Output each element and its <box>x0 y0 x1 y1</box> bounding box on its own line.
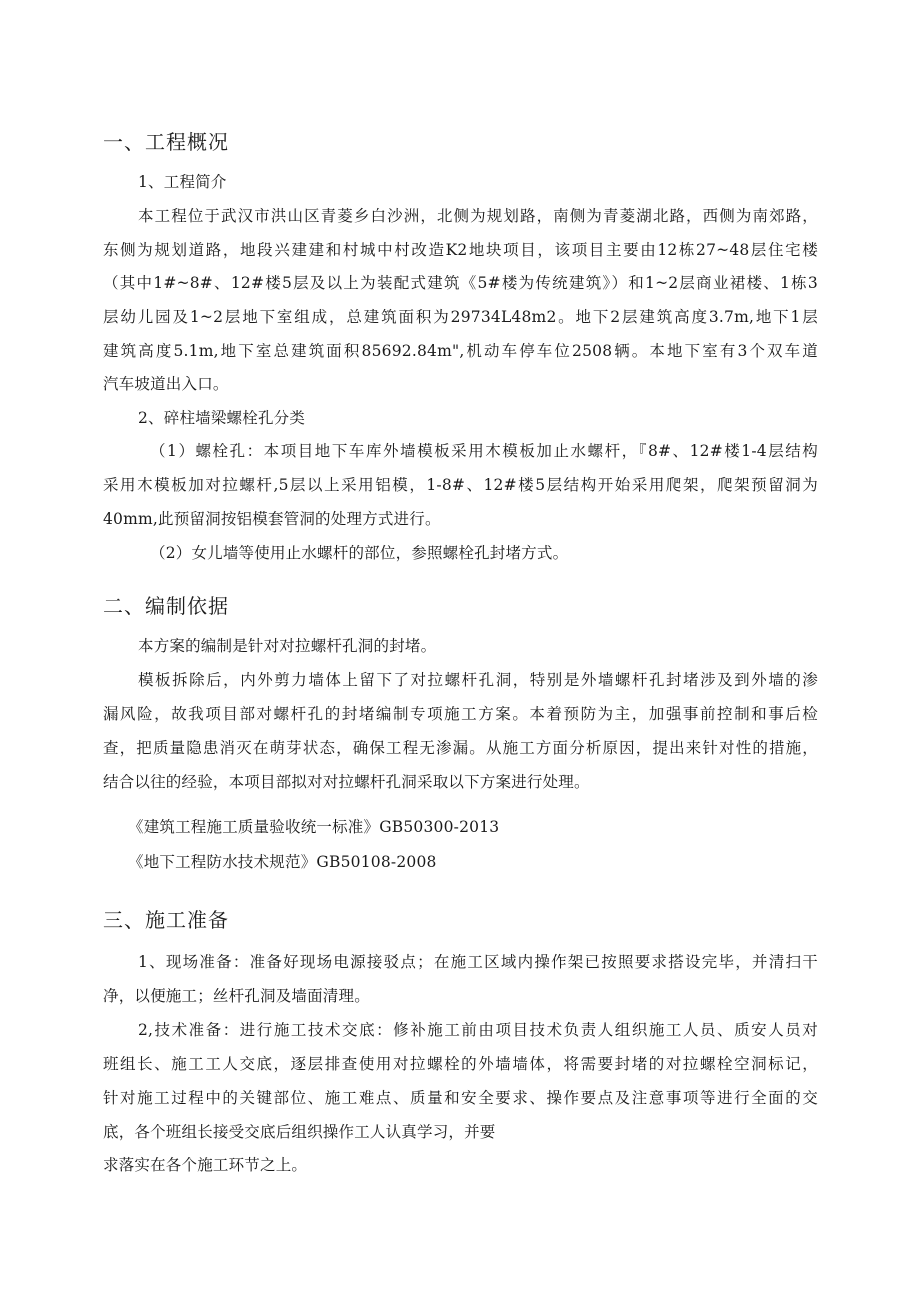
paragraph-line: 2,技术准备：进行施工技术交底：修补施工前由项目技术负责人组织施工人员、质安人员对 <box>138 1021 818 1039</box>
paragraph-line: 建筑高度5.1m,地下室总建筑面积85692.84m",机动车停车位2508辆。本地下室有3个双车道 <box>103 342 818 360</box>
subheading-bolt-hole-classification: 2、碎柱墙梁螺栓孔分类 <box>138 409 306 427</box>
paragraph-line: 模板拆除后，内外剪力墙体上留下了对拉螺杆孔洞，特别是外墙螺杆孔封堵涉及到外墙的渗 <box>138 671 818 689</box>
section-heading-preparation: 三、施工准备 <box>103 908 229 932</box>
paragraph-line: 漏风险，故我项目部对螺杆孔的封堵编制专项施工方案。本着预防为主，加强事前控制和事后检 <box>103 705 818 723</box>
paragraph-line: 本方案的编制是针对对拉螺杆孔洞的封堵。 <box>138 637 437 655</box>
paragraph-line: 东侧为规划道路，地段兴建建和村城中村改造K2地块项目，该项目主要由12栋27~48层住宅楼 <box>103 241 818 259</box>
subheading-project-intro: 1、工程简介 <box>138 173 227 191</box>
reference-standard: 《地下工程防水技术规范》GB50108-2008 <box>128 853 437 871</box>
paragraph-line: （1）螺栓孔：本项目地下车库外墙模板采用木模板加止水螺杆，『8#、12#楼1-4层结构 <box>150 442 818 460</box>
paragraph-line: 求落实在各个施工环节之上。 <box>103 1156 308 1174</box>
paragraph-line: 采用木模板加对拉螺杆,5层以上采用铝模，1-8#、12#楼5层结构开始采用爬架，爬架预留洞为 <box>103 476 818 494</box>
paragraph-line: 查，把质量隐患消灭在萌芽状态，确保工程无渗漏。从施工方面分析原因，提出来针对性的措施， <box>103 739 818 757</box>
paragraph-line: 针对施工过程中的关键部位、施工难点、质量和安全要求、操作要点及注意事项等进行全面的交 <box>103 1089 818 1107</box>
paragraph-line: 净，以便施工；丝杆孔洞及墙面清理。 <box>103 987 370 1005</box>
paragraph-line: 40mm,此预留洞按铝模套管洞的处理方式进行。 <box>103 510 441 528</box>
paragraph-line: （其中1#~8#、12#楼5层及以上为装配式建筑《5#楼为传统建筑》）和1~2层商业裙楼、1栋3 <box>103 274 818 292</box>
paragraph-line: 汽车坡道出入口。 <box>103 375 229 393</box>
paragraph-line: 本工程位于武汉市洪山区青菱乡白沙洲，北侧为规划路，南侧为青菱湖北路，西侧为南郊路， <box>138 207 818 225</box>
paragraph-line: 底，各个班组长接受交底后组织操作工人认真学习，并要 <box>103 1123 496 1141</box>
paragraph-line: 层幼儿园及1~2层地下室组成，总建筑面积为29734L48m2。地下2层建筑高度3.7m,地下1层 <box>103 308 818 326</box>
paragraph-line: （2）女儿墙等使用止水螺杆的部位，参照螺栓孔封堵方式。 <box>150 544 569 562</box>
paragraph-line: 班组长、施工工人交底，逐层排查使用对拉螺栓的外墙墙体，将需要封堵的对拉螺栓空洞标记， <box>103 1055 818 1073</box>
section-heading-basis: 二、编制依据 <box>103 594 229 618</box>
paragraph-line: 1、现场准备：准备好现场电源接驳点；在施工区域内操作架已按照要求搭设完毕，并清扫干 <box>138 953 818 971</box>
paragraph-line: 结合以往的经验，本项目部拟对对拉螺杆孔洞采取以下方案进行处理。 <box>103 773 590 791</box>
reference-standard: 《建筑工程施工质量验收统一标准》GB50300-2013 <box>128 818 500 836</box>
section-heading-overview: 一、工程概况 <box>103 130 229 154</box>
